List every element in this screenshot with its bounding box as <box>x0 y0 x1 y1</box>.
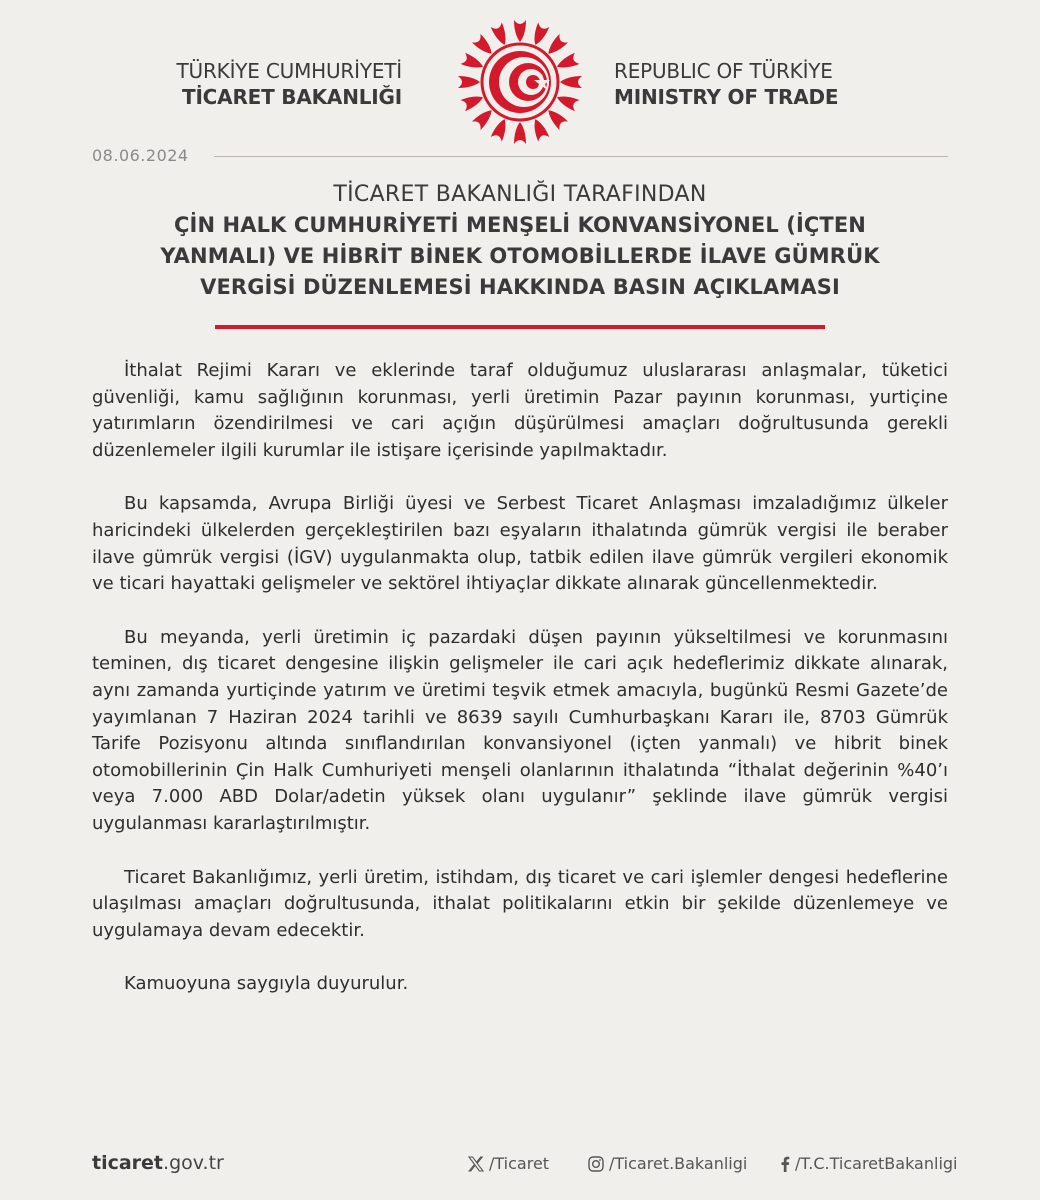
press-release-date: 08.06.2024 <box>92 146 189 165</box>
website-domain-bold: ticaret <box>92 1152 164 1174</box>
header-left-line1: TÜRKİYE CUMHURİYETİ <box>176 59 402 83</box>
facebook-icon <box>780 1156 790 1172</box>
header-right-line1: REPUBLIC OF TÜRKİYE <box>614 59 833 83</box>
facebook-social-link[interactable] <box>780 1154 957 1173</box>
body-paragraph-4: Ticaret Bakanlığımız, yerli üretim, istihdam, dış ticaret ve cari işlemler dengesi hedeflerine ulaşılması amaçları doğrultusunda, ithalat politikalarını etkin bir şekilde düzenlemeye ve uygulamaya devam edecektir. <box>92 866 948 941</box>
header-left-line2: TİCARET BAKANLIĞI <box>182 85 402 109</box>
x-logo-icon <box>468 1156 484 1172</box>
title-line3: VERGİSİ DÜZENLEMESİ HAKKINDA BASIN AÇIKLAMASI <box>200 275 840 299</box>
x-handle: /Ticaret <box>489 1154 550 1173</box>
instagram-icon <box>588 1156 604 1172</box>
instagram-handle: /Ticaret.Bakanligi <box>609 1154 748 1173</box>
header-right <box>614 58 838 110</box>
ministry-emblem-icon <box>446 16 594 148</box>
title-prefix: TİCARET BAKANLIĞI TARAFINDAN <box>333 182 707 207</box>
title-underline <box>215 325 825 329</box>
date-divider <box>214 156 948 157</box>
body-paragraph-1: İthalat Rejimi Kararı ve eklerinde taraf olduğumuz uluslararası anlaşmalar, tüketici güvenliği, kamu sağlığının korunması, yerli üretimin Pazar payının korunması, yurtiçine yatırımların özendirilmesi ve cari açığın düşürülmesi amaçları doğrultusunda gerekli düzenlemeler ilgili kurumlar ile istişare içerisinde yapılmaktadır. <box>92 360 948 461</box>
body-paragraph-3: Bu meyanda, yerli üretimin iç pazardaki düşen payının yükseltilmesi ve korunmasını teminen, dış ticaret dengesine ilişkin gelişmeler ile cari açık hedeflerimiz dikkate alınarak, aynı zamanda yurtiçinde yatırım ve üretimi teşvik etmek amacıyla, bugünkü Resmi Gazete’de yayımlanan 7 Haziran 2024 tarihli ve 8639 sayılı Cumhurbaşkanı Kararı ile, 8703 Gümrük Tarife Pozisyonu altında sınıflandırılan konvansiyonel (içten yanmalı) ve hibrit binek otomobillerinin Çin Halk Cumhuriyeti menşeli olanlarının ithalatında “İthalat değerinin %40’ı veya 7.000 ABD Dolar/adetin yüksek olanı uygulanır” şeklinde ilave gümrük vergisi uygulanması kararlaştırılmıştır. <box>92 626 948 834</box>
footer <box>92 1152 958 1178</box>
facebook-handle: /T.C.TicaretBakanligi <box>795 1154 958 1173</box>
body-paragraph-2: Bu kapsamda, Avrupa Birliği üyesi ve Serbest Ticaret Anlaşması imzaladığımız ülkeler haricindeki ülkelerden gerçekleştirilen bazı eşyaların ithalatında gümrük vergisi ile beraber ilave gümrük vergisi (İGV) uygulanmakta olup, tatbik edilen ilave gümrük vergileri ekonomik ve ticari hayattaki gelişmeler ve sektörel ihtiyaçlar dikkate alınarak güncellenmektedir. <box>92 493 948 595</box>
header-left <box>177 58 402 110</box>
press-release-body <box>92 358 948 1025</box>
x-social-link[interactable] <box>468 1154 549 1173</box>
instagram-social-link[interactable] <box>588 1154 747 1173</box>
title-line2: YANMALI) VE HİBRİT BİNEK OTOMOBİLLERDE İLAVE GÜMRÜK <box>160 244 880 268</box>
title-block <box>92 180 948 303</box>
body-paragraph-5: Kamuoyuna saygıyla duyurulur. <box>124 973 409 995</box>
website-link[interactable] <box>92 1152 224 1174</box>
header-right-line2: MINISTRY OF TRADE <box>614 85 839 109</box>
website-domain-rest: .gov.tr <box>163 1152 224 1174</box>
title-line1: ÇİN HALK CUMHURİYETİ MENŞELİ KONVANSİYONEL (İÇTEN <box>174 213 866 237</box>
